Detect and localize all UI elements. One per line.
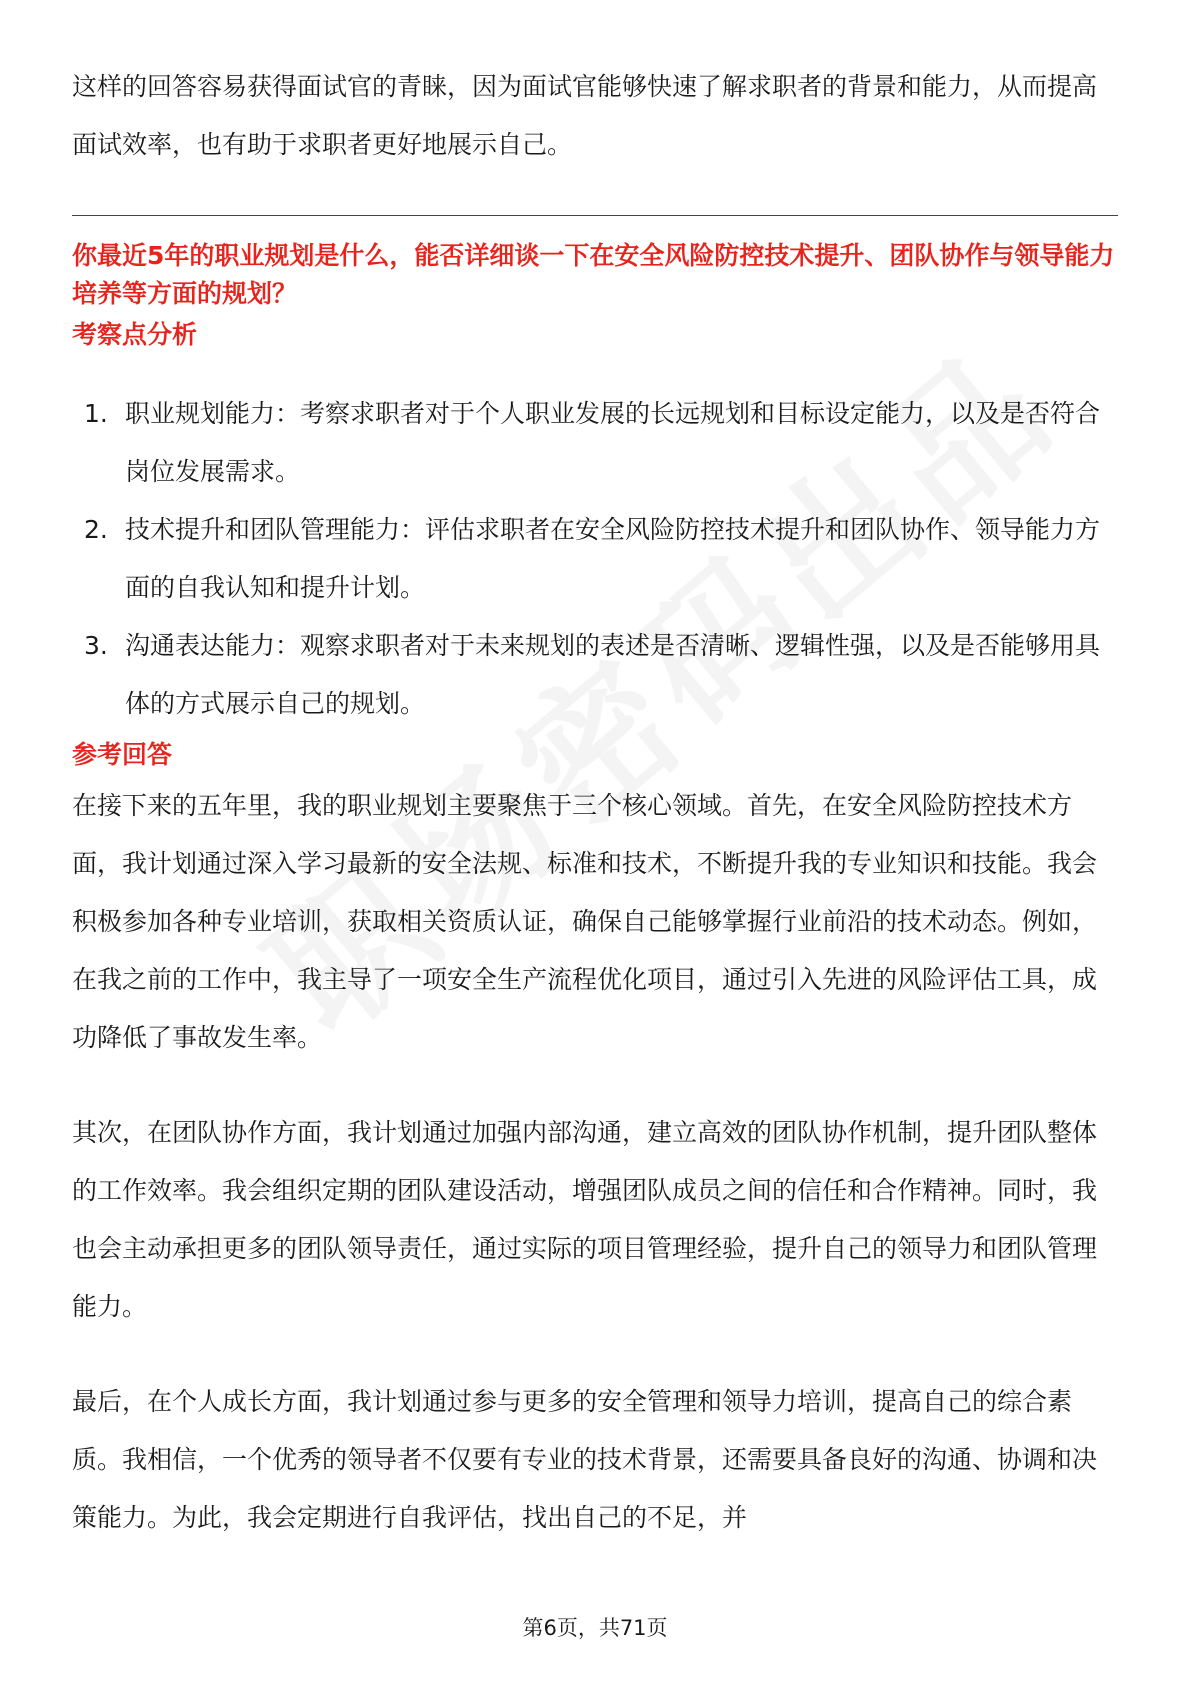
answer-paragraph: 在接下来的五年里，我的职业规划主要聚焦于三个核心领域。首先，在安全风险防控技术方面，我计划通过深入学习最新的安全法规、标准和技术，不断提升我的专业知识和技能。我会积极参加各种专业培训，获取相关资质认证，确保自己能够掌握行业前沿的技术动态。例如，在我之前的工作中，我主导了一项安全生产流程优化项目，通过引入先进的风险评估工具，成功降低了事故发生率。: [72, 791, 1098, 1052]
interview-question: 你最近5年的职业规划是什么，能否详细谈一下在安全风险防控技术提升、团队协作与领导能力培养等方面的规划？: [72, 241, 1115, 308]
list-item-text: 职业规划能力：考察求职者对于个人职业发展的长远规划和目标设定能力，以及是否符合岗位发展需求。: [125, 399, 1101, 486]
analysis-list: [72, 385, 1118, 733]
list-item: [72, 501, 1118, 617]
answer-paragraph: 其次，在团队协作方面，我计划通过加强内部沟通，建立高效的团队协作机制，提升团队整体的工作效率。我会组织定期的团队建设活动，增强团队成员之间的信任和合作精神。同时，我也会主动承担更多的团队领导责任，通过实际的项目管理经验，提升自己的领导力和团队管理能力。: [72, 1118, 1098, 1321]
list-item-text: 沟通表达能力：观察求职者对于未来规划的表述是否清晰、逻辑性强，以及是否能够用具体的方式展示自己的规划。: [125, 631, 1101, 718]
list-item: [72, 385, 1118, 501]
analysis-heading: 考察点分析: [72, 320, 198, 349]
intro-paragraph: 这样的回答容易获得面试官的青睐，因为面试官能够快速了解求职者的背景和能力，从而提高面试效率，也有助于求职者更好地展示自己。: [72, 72, 1098, 159]
page-footer: 第6页，共71页: [522, 1616, 668, 1640]
list-number: 2.: [84, 515, 108, 544]
section-divider: [72, 215, 1118, 216]
answer-heading: 参考回答: [72, 740, 173, 769]
list-number: 3.: [84, 631, 108, 660]
document-page: [72, 58, 1118, 1547]
list-number: 1.: [84, 399, 108, 428]
list-item-text: 技术提升和团队管理能力：评估求职者在安全风险防控技术提升和团队协作、领导能力方面的自我认知和提升计划。: [125, 515, 1101, 602]
list-item: [72, 617, 1118, 733]
answer-paragraph: 最后，在个人成长方面，我计划通过参与更多的安全管理和领导力培训，提高自己的综合素质。我相信，一个优秀的领导者不仅要有专业的技术背景，还需要具备良好的沟通、协调和决策能力。为此，我会定期进行自我评估，找出自己的不足，并: [72, 1387, 1098, 1532]
